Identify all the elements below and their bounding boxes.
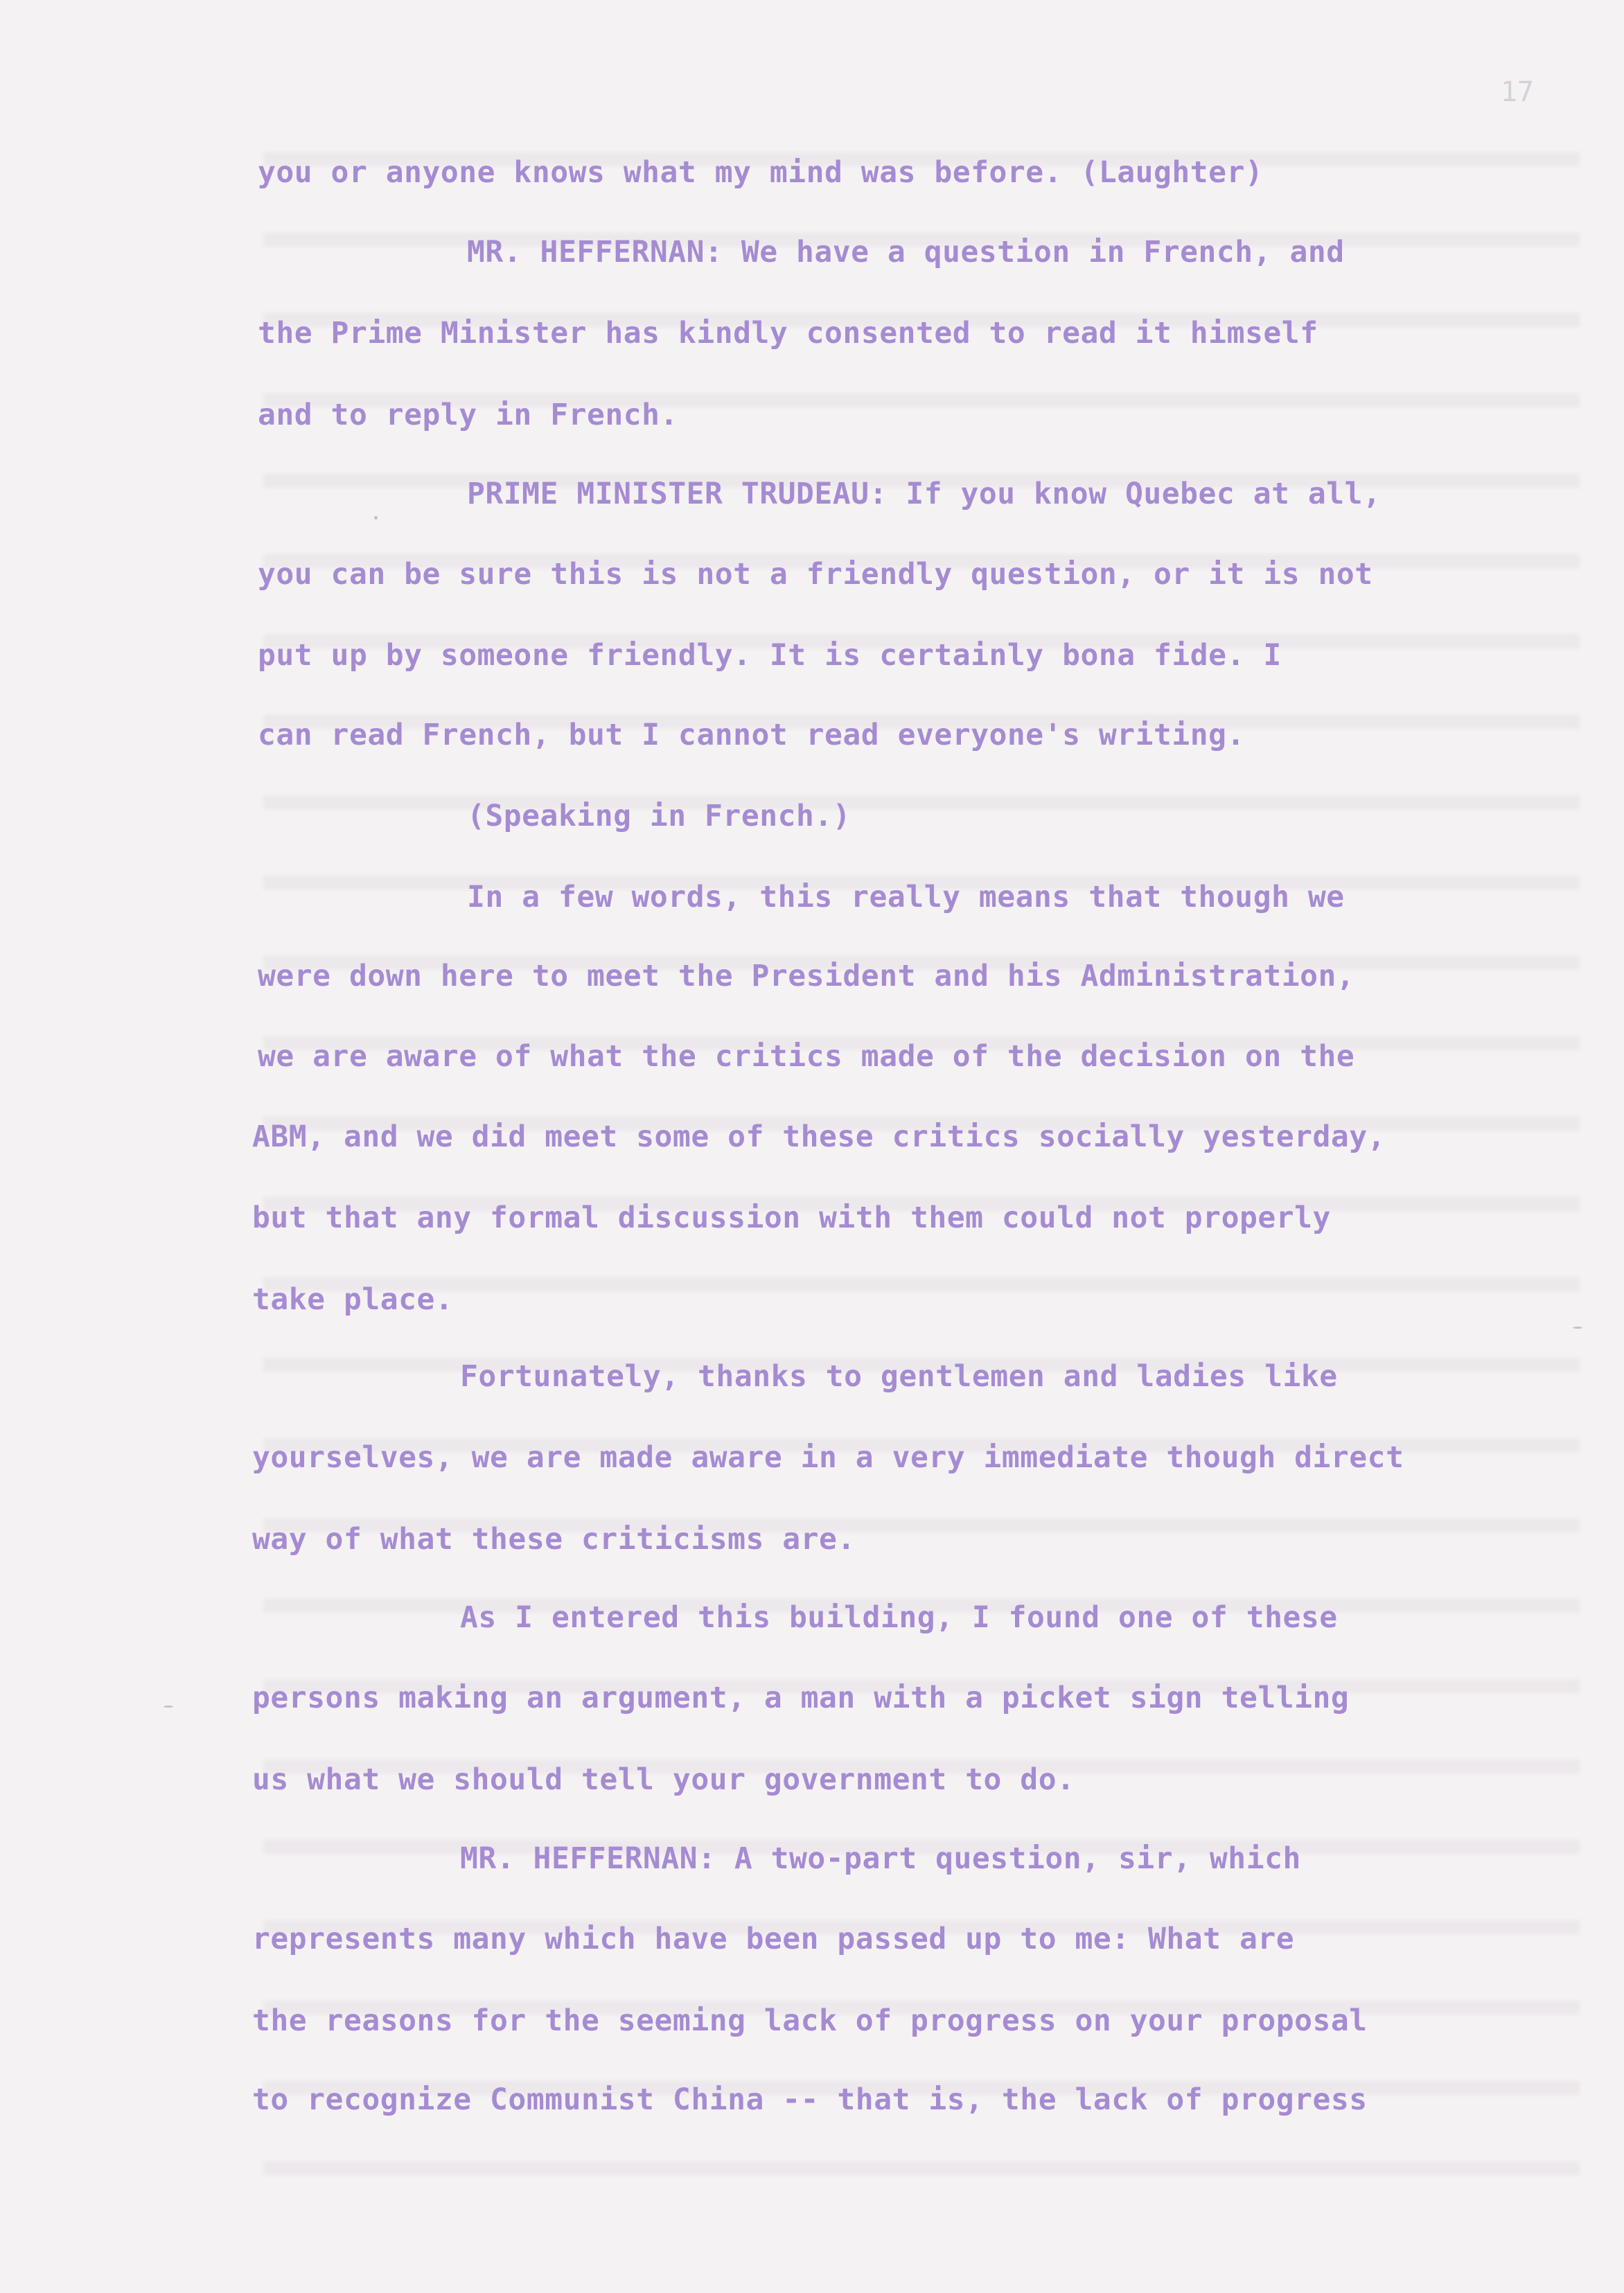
text-line: Fortunately, thanks to gentlemen and ladies like [460, 1359, 1338, 1394]
text-line: take place. [252, 1282, 454, 1317]
text-line: you can be sure this is not a friendly question, or it is not [258, 557, 1373, 592]
text-line: MR. HEFFERNAN: A two-part question, sir, which [460, 1841, 1301, 1876]
text-line: but that any formal discussion with them could not properly [252, 1201, 1331, 1235]
text-line: to recognize Communist China -- that is, the lack of progress [252, 2082, 1368, 2117]
text-line: us what we should tell your government to do. [252, 1762, 1075, 1797]
text-line: ABM, and we did meet some of these critics socially yesterday, [252, 1119, 1386, 1154]
paper-speck [164, 1706, 173, 1708]
text-line: In a few words, this really means that though we [467, 880, 1345, 914]
text-line: MR. HEFFERNAN: We have a question in French, and [467, 235, 1345, 269]
text-line: way of what these criticisms are. [252, 1522, 856, 1557]
text-line: yourselves, we are made aware in a very immediate though direct [252, 1440, 1404, 1475]
text-line: and to reply in French. [258, 398, 678, 432]
text-line: were down here to meet the President and his Administration, [258, 959, 1355, 993]
text-line: As I entered this building, I found one of these [460, 1600, 1338, 1635]
text-line: we are aware of what the critics made of the decision on the [258, 1039, 1355, 1074]
paper-speck [1573, 1327, 1582, 1329]
text-line: represents many which have been passed up to me: What are [252, 1922, 1295, 1956]
text-line: can read French, but I cannot read everyone's writing. [258, 718, 1245, 752]
text-line: put up by someone friendly. It is certainly bona fide. I [258, 638, 1282, 673]
text-line: PRIME MINISTER TRUDEAU: If you know Quebec at all, [467, 477, 1382, 511]
page-number: 17 [1500, 76, 1534, 108]
text-line: persons making an argument, a man with a picket sign telling [252, 1681, 1350, 1715]
text-line: the reasons for the seeming lack of progress on your proposal [252, 2003, 1368, 2038]
text-line: you or anyone knows what my mind was before. (Laughter) [258, 155, 1264, 190]
text-line: the Prime Minister has kindly consented to read it himself [258, 316, 1318, 351]
text-line: (Speaking in French.) [467, 799, 851, 833]
paper-speck [374, 516, 378, 520]
